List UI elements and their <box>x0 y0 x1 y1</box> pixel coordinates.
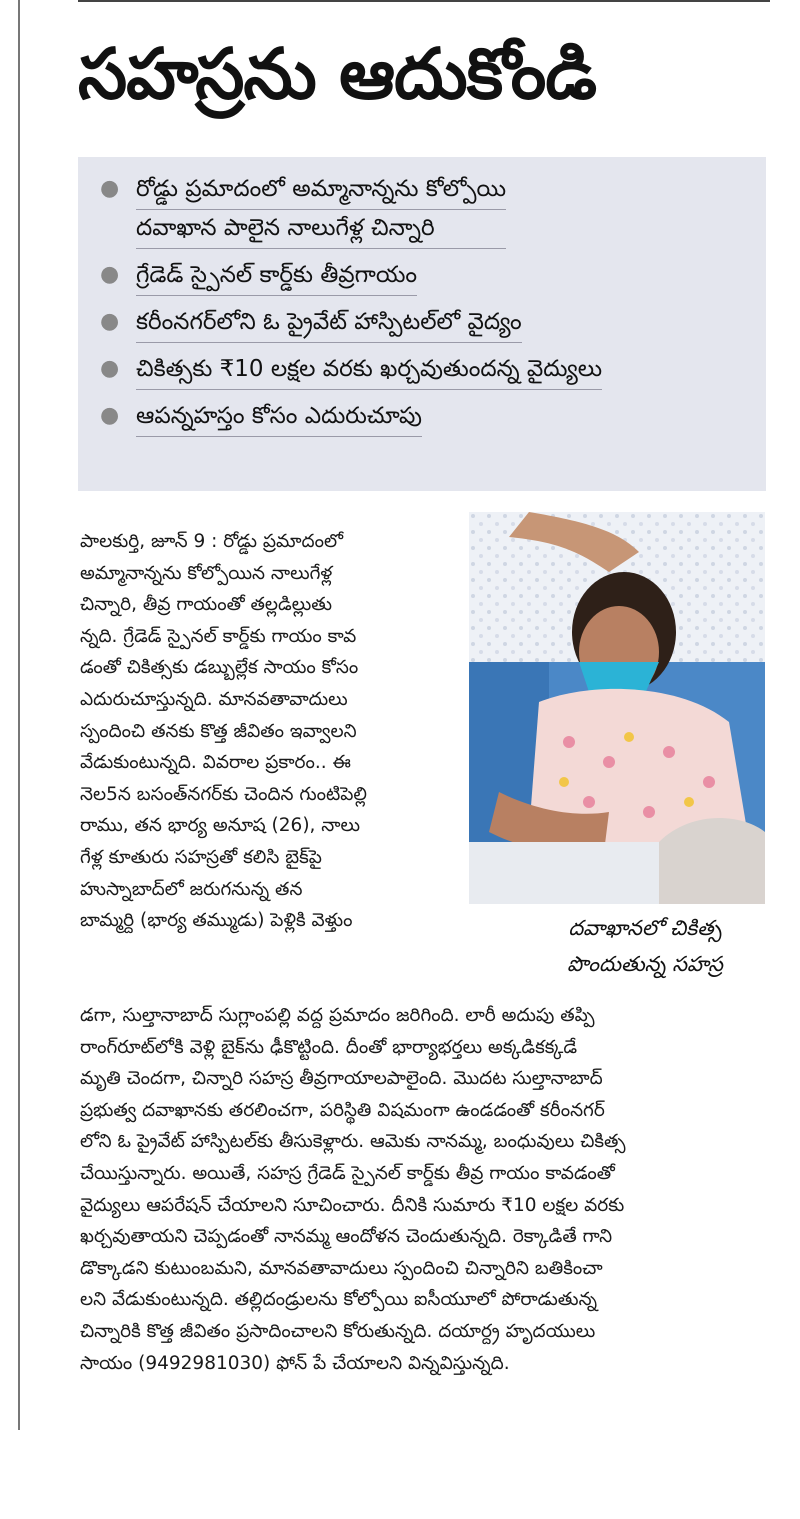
body-line: రాము, తన భార్య అనూష (26), నాలు <box>80 815 361 837</box>
highlight-item <box>100 257 760 296</box>
body-line: న్నది. గ్రేడెడ్ స్పైనల్ కార్డ్‌కు గాయం కావ <box>80 625 357 647</box>
caption-line: దవాఖానలో చికిత్స <box>568 916 722 940</box>
bullet-icon: ● <box>100 403 120 428</box>
injured-child-photo <box>469 512 765 904</box>
body-line: ఎదురుచూస్తున్నది. మానవతావాదులు <box>80 688 348 710</box>
body-line: రాంగ్‌రూట్‌లోకి వెళ్లి బైక్‌ను ఢీకొట్టింది. దీంతో భార్యాభర్తలు అక్కడికక్కడే <box>80 1036 578 1058</box>
bullet-icon: ● <box>100 356 120 381</box>
body-line: లోని ఓ ప్రైవేట్ హాస్పిటల్‌కు తీసుకెళ్లారు. ఆమెకు నానమ్మ, బంధువులు చికిత్స <box>80 1131 626 1153</box>
body-line: డగా, సుల్తానాబాద్ సుగ్లాంపల్లి వద్ద ప్రమాదం జరిగింది. లారీ అదుపు తప్పి <box>80 1005 595 1026</box>
highlight-line: దవాఖాన పాలైన నాలుగేళ్ల చిన్నారి <box>136 210 506 249</box>
body-line: ఖర్చవుతాయని చెప్పడంతో నానమ్మ ఆందోళన చెందుతున్నది. రెక్కాడితే గాని <box>80 1226 613 1248</box>
body-line: గేళ్ల కూతురు సహస్రతో కలిసి బైక్‌పై <box>80 846 322 868</box>
body-line: చేయిస్తున్నారు. అయితే, సహస్ర గ్రేడెడ్ స్పైనల్ కార్డ్‌కు తీవ్ర గాయం కావడంతో <box>80 1162 615 1184</box>
body-line: చిన్నారి, తీవ్ర గాయంతో తల్లడిల్లుతు <box>80 594 333 616</box>
body-line: హుస్నాబాద్‌లో జరుగనున్న తన <box>80 878 303 900</box>
body-line: డంతో చికిత్సకు డబ్బుల్లేక సాయం కోసం <box>80 657 359 679</box>
body-line: చిన్నారికి కొత్త జీవితం ప్రసాదించాలని కోరుతున్నది. దయార్ద్ర హృదయులు <box>80 1320 596 1342</box>
article-body-full <box>80 1000 768 1379</box>
caption-line: పొందుతున్న సహస్ర <box>567 952 723 976</box>
photo-caption <box>520 910 770 982</box>
left-column-rule <box>18 0 20 1430</box>
body-line: వైద్యులు ఆపరేషన్ చేయాలని సూచించారు. దీనికి సుమారు ₹10 లక్షల వరకు <box>80 1194 625 1216</box>
body-line: స్పందించి తనకు కొత్త జీవితం ఇవ్వాలని <box>80 720 357 742</box>
body-line: పాలకుర్తి, జూన్ 9 : రోడ్డు ప్రమాదంలో <box>80 531 344 552</box>
bullet-icon: ● <box>100 176 120 201</box>
highlight-item <box>100 351 760 390</box>
body-line: లని వేడుకుంటున్నది. తల్లిదండ్రులను కోల్పోయి ఐసీయూలో పోరాడుతున్న <box>80 1289 598 1311</box>
body-line: బామ్మర్ది (భార్య తమ్ముడు) పెళ్లికి వెళ్తుం <box>80 910 353 932</box>
body-line: ప్రభుత్వ దవాఖానకు తరలించగా, పరిస్థితి విషమంగా ఉండడంతో కరీంనగర్ <box>80 1099 605 1121</box>
highlight-line: గ్రేడెడ్ స్పైనల్ కార్డ్‌కు తీవ్రగాయం <box>136 257 417 296</box>
highlight-line: చికిత్సకు ₹10 లక్షల వరకు ఖర్చవుతుందన్న వైద్యులు <box>136 351 602 390</box>
highlight-line: రోడ్డు ప్రమాదంలో అమ్మానాన్నను కోల్పోయి <box>136 171 506 210</box>
highlight-line: కరీంనగర్‌లోని ఓ ప్రైవేట్ హాస్పిటల్‌లో వైద్యం <box>136 304 522 343</box>
highlight-item <box>100 304 760 343</box>
news-photo <box>469 512 765 904</box>
bullet-icon: ● <box>100 262 120 287</box>
body-line: అమ్మానాన్నను కోల్పోయిన నాలుగేళ్ల <box>80 562 333 584</box>
body-line: సాయం (9492981030) ఫోన్ పే చేయాలని విన్నవిస్తున్నది. <box>80 1352 510 1374</box>
highlight-item <box>100 171 760 249</box>
highlight-item <box>100 398 760 437</box>
bullet-icon: ● <box>100 309 120 334</box>
body-line: డొక్కాడని కుటుంబమని, మానవతావాదులు స్పందించి చిన్నారిని బతికించా <box>80 1257 603 1279</box>
body-line: మృతి చెందగా, చిన్నారి సహస్ర తీవ్రగాయాలపాలైంది. మొదట సుల్తానాబాద్ <box>80 1068 603 1090</box>
highlights-box <box>78 157 766 491</box>
body-line: నెల5న బసంత్‌నగర్‌కు చెందిన గుంటిపెల్లి <box>80 783 367 805</box>
top-rule <box>78 0 770 2</box>
body-line: వేడుకుంటున్నది. వివరాల ప్రకారం.. ఈ <box>80 752 351 774</box>
headline: సహస్రను ఆదుకోండి <box>78 33 597 115</box>
article-body-column <box>80 526 452 937</box>
highlight-line: ఆపన్నహస్తం కోసం ఎదురుచూపు <box>136 398 422 437</box>
